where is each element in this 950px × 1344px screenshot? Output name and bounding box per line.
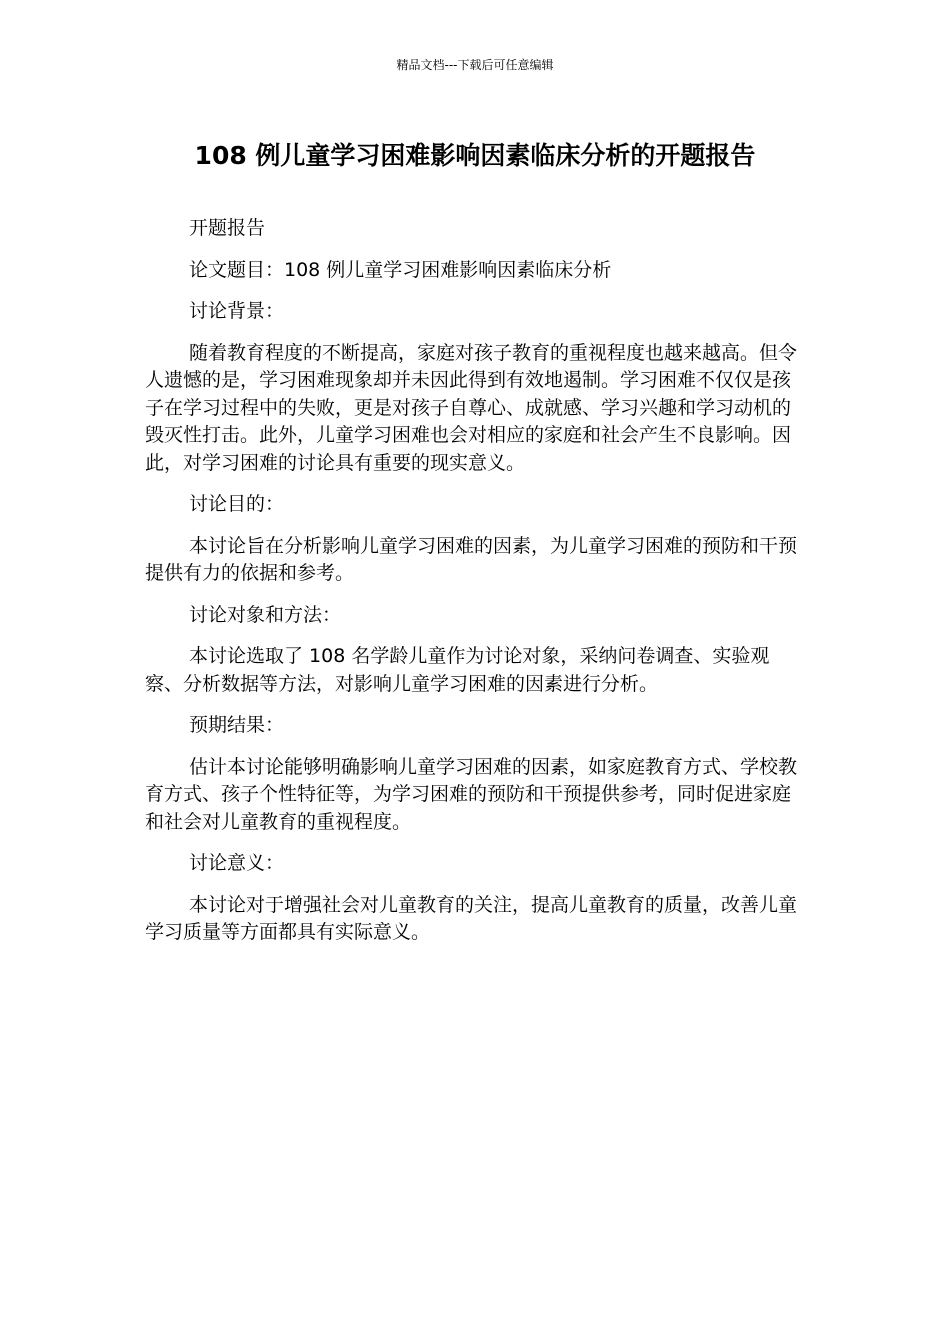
document-body [145,215,805,961]
section-heading-background: 讨论背景： [189,300,285,322]
paragraph-significance: 本讨论对于增强社会对儿童教育的关注，提高儿童教育的质量，改善儿童学习质量等方面都具有实际意义。 [145,893,798,943]
paragraph-purpose: 本讨论旨在分析影响儿童学习困难的因素，为儿童学习困难的预防和干预提供有力的依据和参考。 [145,534,798,584]
paper-title-line: 论文题目：108 例儿童学习困难影响因素临床分析 [189,258,612,281]
section-heading-expected-results: 预期结果： [189,714,285,736]
section-heading-report: 开题报告 [189,217,266,239]
section-heading-significance: 讨论意义： [189,852,285,874]
header-note: 精品文档---下载后可任意编辑 [396,58,554,72]
section-heading-subjects-methods: 讨论对象和方法： [189,603,342,626]
paragraph-expected-results: 估计本讨论能够明确影响儿童学习困难的因素，如家庭教育方式、学校教育方式、孩子个性特征等，为学习困难的预防和干预提供参考，同时促进家庭和社会对儿童教育的重视程度。 [145,755,798,833]
paragraph-subjects-methods: 本讨论选取了 108 名学龄儿童作为讨论对象，采纳问卷调查、实验观察、分析数据等方法，对影响儿童学习困难的因素进行分析。 [145,645,770,695]
section-heading-purpose: 讨论目的： [189,493,285,515]
document-title: 108 例儿童学习困难影响因素临床分析的开题报告 [194,141,756,170]
paragraph-background: 随着教育程度的不断提高，家庭对孩子教育的重视程度也越来越高。但令人遗憾的是，学习困难现象却并未因此得到有效地遏制。学习困难不仅仅是孩子在学习过程中的失败，更是对孩子自尊心、成就感、学习兴趣和学习动机的毁灭性打击。此外，儿童学习困难也会对相应的家庭和社会产生不良影响。因此，对学习困难的讨论具有重要的现实意义。 [145,341,798,474]
